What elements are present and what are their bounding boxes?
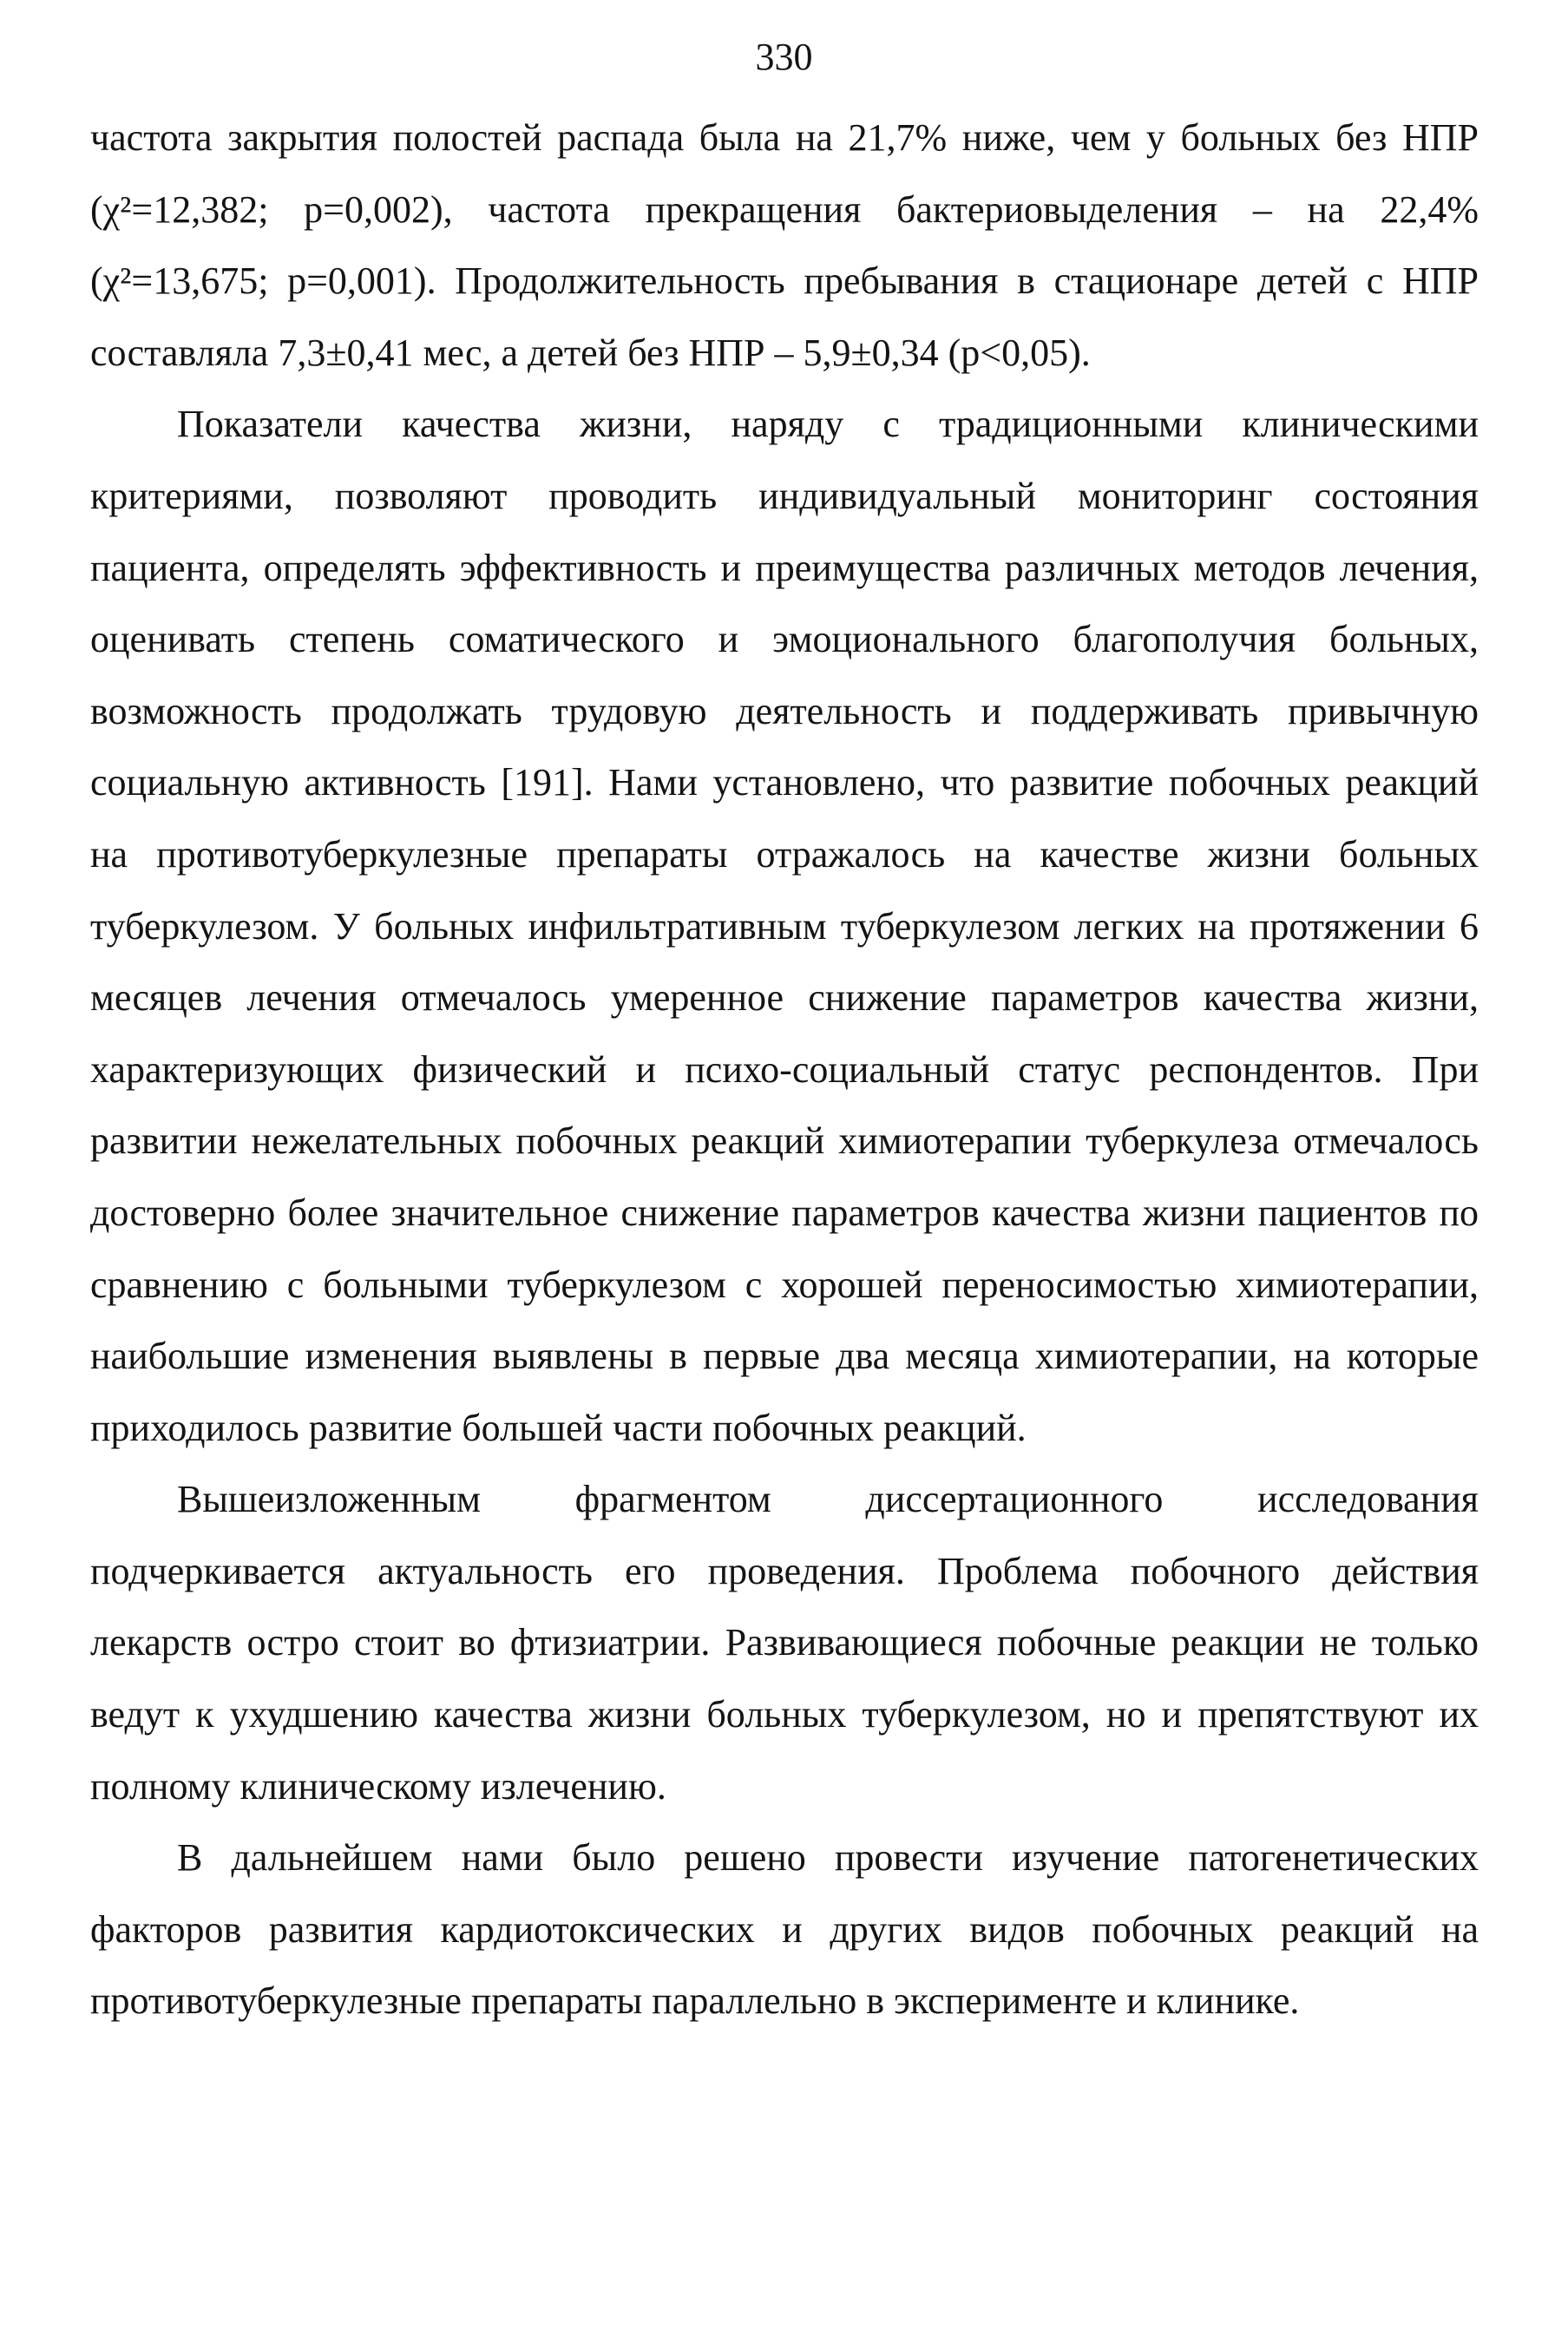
page-number: 330 [755, 36, 813, 78]
body-text [90, 102, 1479, 2038]
paragraph-3: Вышеизложенным фрагментом диссертационного исследования подчеркивается актуальность его проведения. Проблема побочного действия лекарств остро стоит во фтизиатрии. Развивающиеся побочные реакции не только ведут к ухудшению качества жизни больных туберкулезом, но и препятствуют их полному клиническому излечению. [90, 1478, 1479, 1808]
paragraph-4: В дальнейшем нами было решено провести изучение патогенетических факторов развития кардиотоксических и других видов побочных реакций на противотуберкулезные препараты параллельно в эксперименте и клинике. [90, 1836, 1479, 2023]
paragraph-2: Показатели качества жизни, наряду с традиционными клиническими критериями, позволяют проводить индивидуальный мониторинг состояния пациента, определять эффективность и преимущества различных методов лечения, оценивать степень соматического и эмоционального благополучия больных, возможность продолжать трудовую деятельность и поддерживать привычную социальную активность [191]. Нами установлено, что развитие побочных реакций на противотуберкулезные препараты отражалось на качестве жизни больных туберкулезом. У больных инфильтративным туберкулезом легких на протяжении 6 месяцев лечения отмечалось умеренное снижение параметров качества жизни, характеризующих физический и психо-социальный статус респондентов. При развитии нежелательных побочных реакций химиотерапии туберкулеза отмечалось достоверно более значительное снижение параметров качества жизни пациентов по сравнению с больными туберкулезом с хорошей переносимостью химиотерапии, наибольшие изменения выявлены в первые два месяца химиотерапии, на которые приходилось развитие большей части побочных реакций. [90, 403, 1479, 1449]
paragraph-1: частота закрытия полостей распада была на 21,7% ниже, чем у больных без НПР (χ²=12,382; p=0,002), частота прекращения бактериовыделения – на 22,4% (χ²=13,675; p=0,001). Продолжительность пребывания в стационаре детей с НПР составляла 7,3±0,41 мес, а детей без НПР – 5,9±0,34 (p<0,05). [90, 116, 1479, 374]
